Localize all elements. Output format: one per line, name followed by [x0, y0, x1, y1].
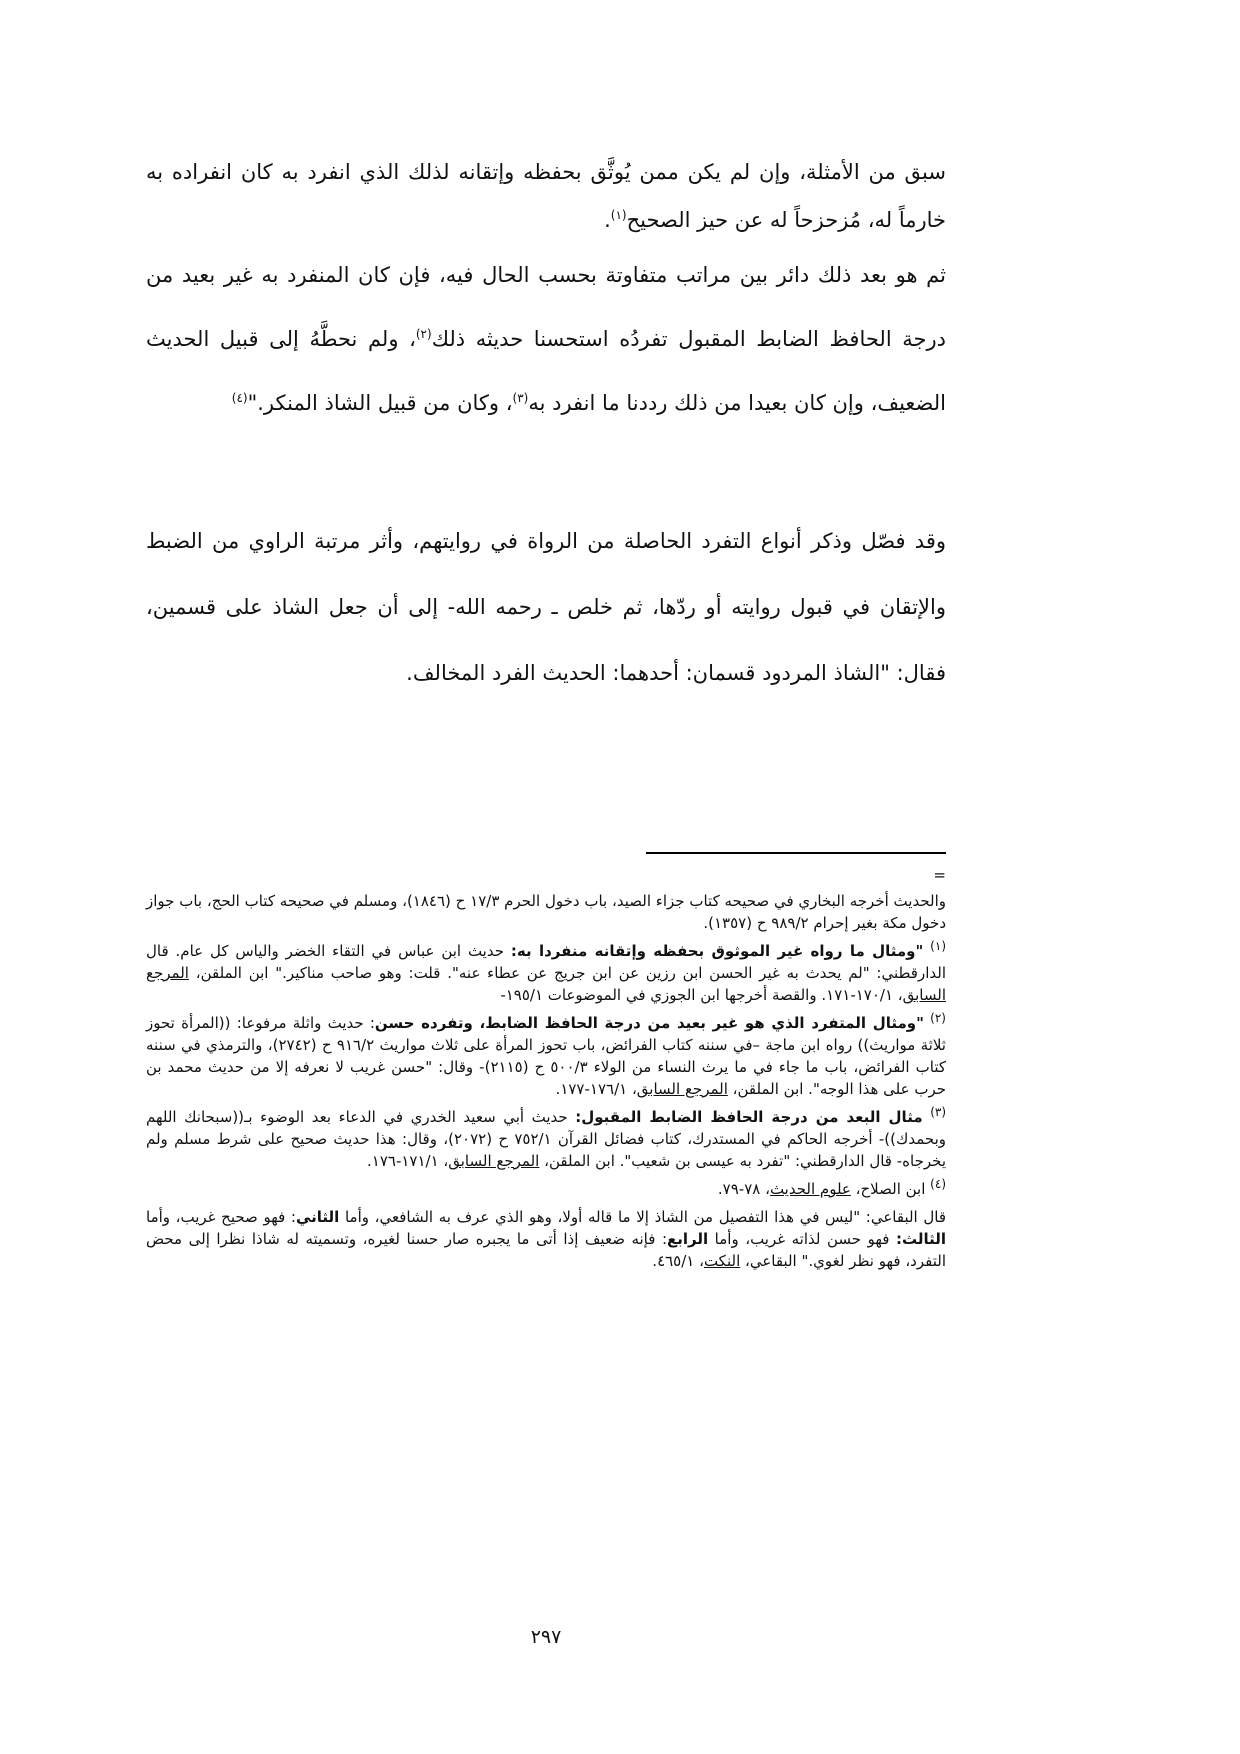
footnote-3-text-a: حديث أبي سعيد الخدري في الدعاء بعد الوضوء بـ((سبحانك اللهم وبحمدك))- أخرجه الحاكم في المستدرك، كتاب فضائل القرآن ٧٥٢/١ ح (٢٠٧٢)، وقال: هذا حديث صحيح على شرط مسلم ولم يخرجاه- قال الدارقطني: "تفرد به عيسى بن شعيب". ابن الملقن،: [146, 1108, 947, 1170]
paragraph-2: [146, 243, 946, 435]
footnote-3: [146, 1106, 946, 1172]
paragraph-2-text-c: ، وكان من قبيل الشاذ المنكر.": [247, 391, 513, 415]
footnote-ref-3: (٣): [512, 391, 529, 405]
footnote-3-heading: مثال البعد من درجة الحافظ الضابط المقبول:: [575, 1108, 923, 1126]
footnote-4c-text-b: : فهو صحيح غريب، وأما: [146, 1208, 296, 1226]
footnote-3-number: (٣): [930, 1105, 947, 1119]
footnote-1-text-a: حديث ابن عباس في التقاء الخضر والياس كل عام. قال الدارقطني: "لم يحدث به غير الحسن ابن رزين عن ابن جريج عن عطاء عنه". قلت: وهو صاحب مناكير." ابن الملقن،: [146, 942, 946, 982]
footnote-continuation: والحديث أخرجه البخاري في صحيحه كتاب جزاء الصيد، باب دخول الحرم ١٧/٣ ح (١٨٤٦)، ومسلم في صحيحه كتاب الحج، باب جواز دخول مكة بغير إحرام ٩٨٩/٢ ح (١٣٥٧).: [146, 892, 946, 932]
footnote-4-continued: [146, 1206, 946, 1272]
document-page: [146, 0, 946, 1754]
footnote-separator: [646, 852, 946, 854]
paragraph-2-text-a: ثم هو بعد ذلك دائر بين مراتب متفاوتة بحسب الحال فيه، فإن كان المنفرد به غير بعيد من درجة الحافظ الضابط المقبول تفردُه استحسنا حديثه ذلك: [146, 263, 946, 351]
footnote-1: [146, 940, 946, 1006]
footnote-continuation-mark: =: [933, 866, 946, 884]
footnote-2-text-a: : حديث واثلة مرفوعا: ((المرأة تحوز ثلاثة مواريث)) رواه ابن ماجة –في سننه كتاب الفرائض، باب تحوز المرأة على ثلاث مواريث ٩١٦/٢ ح (٢٧٤٢)، والترمذي في سننه كتاب الفرائض، باب ما جاء في ما يرث النساء من الولاء ٥٠٠/٣ ح (٢١١٥)- وقال: "حسن غريب لا نعرفه إلا من حديث محمد بن حرب على هذا الوجه". ابن الملقن،: [146, 1014, 946, 1098]
footnote-ref-4: (٤): [231, 391, 248, 405]
footnote-4-text-b: ، ٧٨-٧٩.: [717, 1180, 770, 1198]
footnote-4: [146, 1178, 946, 1200]
footnote-2-text-b: ، ١٧٦/١-١٧٧.: [555, 1080, 637, 1098]
footnote-4-reference: علوم الحديث: [769, 1180, 851, 1198]
footnote-4c-text-a: قال البقاعي: "ليس في هذا التفصيل من الشاذ إلا ما قاله أولا، وهو الذي عرف به الشافعي، وأما: [339, 1208, 946, 1226]
footnote-2-reference: المرجع السابق: [636, 1080, 728, 1098]
paragraph-1-end: .: [604, 208, 611, 232]
footnote-4c-text-c: فهو حسن لذاته غريب، وأما: [708, 1230, 896, 1248]
footnote-1-heading: "ومثال ما رواه غير الموثوق بحفظه وإتقانه منفردا به:: [510, 942, 924, 960]
footnote-2-heading: "ومثال المتفرد الذي هو غير بعيد من درجة الحافظ الضابط، وتفرده حسن: [374, 1014, 924, 1032]
footnote-ref-1: (١): [610, 208, 627, 222]
footnote-4c-text-d: : فإنه ضعيف إذا أتى ما يجبره صار حسنا لغيره، وتسميته له شاذا نظرا إلى محض التفرد، فهو نظر لغوي." البقاعي،: [146, 1230, 946, 1270]
footnote-4c-bold-3: الرابع: [667, 1230, 709, 1248]
paragraph-1: [146, 148, 946, 244]
paragraph-3: وقد فصّل وذكر أنواع التفرد الحاصلة من الرواة في روايتهم، وأثر مرتبة الراوي من الضبط والإتقان في قبول روايته أو ردّها، ثم خلص ـ رحمه الله- إلى أن جعل الشاذ على قسمين، فقال: "الشاذ المردود قسمان: أحدهما: الحديث الفرد المخالف.: [146, 529, 946, 685]
footnote-2-number: (٢): [930, 1011, 946, 1025]
footnote-3-reference: المرجع السابق: [448, 1152, 540, 1170]
footnote-2: [146, 1012, 946, 1100]
page-number: ٢٩٧: [530, 1626, 562, 1648]
footnote-4c-bold-1: الثاني: [295, 1208, 340, 1226]
footnotes: [146, 890, 946, 1272]
paragraph-1-text: سبق من الأمثلة، وإن لم يكن ممن يُوثَّق بحفظه وإتقانه لذلك الذي انفرد به كان انفراده به خارماً له، مُزحزحاً له عن حيز الصحيح: [146, 160, 946, 232]
footnote-4c-bold-2: الثالث:: [895, 1230, 946, 1248]
paragraph-2-text-b: ، ولم نحطَّهُ إلى قبيل الحديث الضعيف، وإن كان بعيدا من ذلك رددنا ما انفرد به: [146, 327, 946, 415]
footnote-1-text-b: ، ١٧٠/١-١٧١. والقصة أخرجها ابن الجوزي في الموضوعات ١٩٥/١-: [500, 986, 903, 1004]
footnote-3-text-b: ، ١٧١/١-١٧٦.: [366, 1152, 449, 1170]
footnote-4c-text-e: ، ٤٦٥/١.: [652, 1252, 704, 1270]
footnote-4-number: (٤): [930, 1177, 946, 1191]
footnote-4-text-a: ابن الصلاح،: [850, 1180, 931, 1198]
footnote-1-number: (١): [930, 939, 946, 953]
footnote-1-reference: المرجع السابق: [146, 964, 946, 1004]
footnote-ref-2: (٢): [415, 327, 432, 341]
footnote-4c-reference: النكت: [703, 1252, 741, 1270]
